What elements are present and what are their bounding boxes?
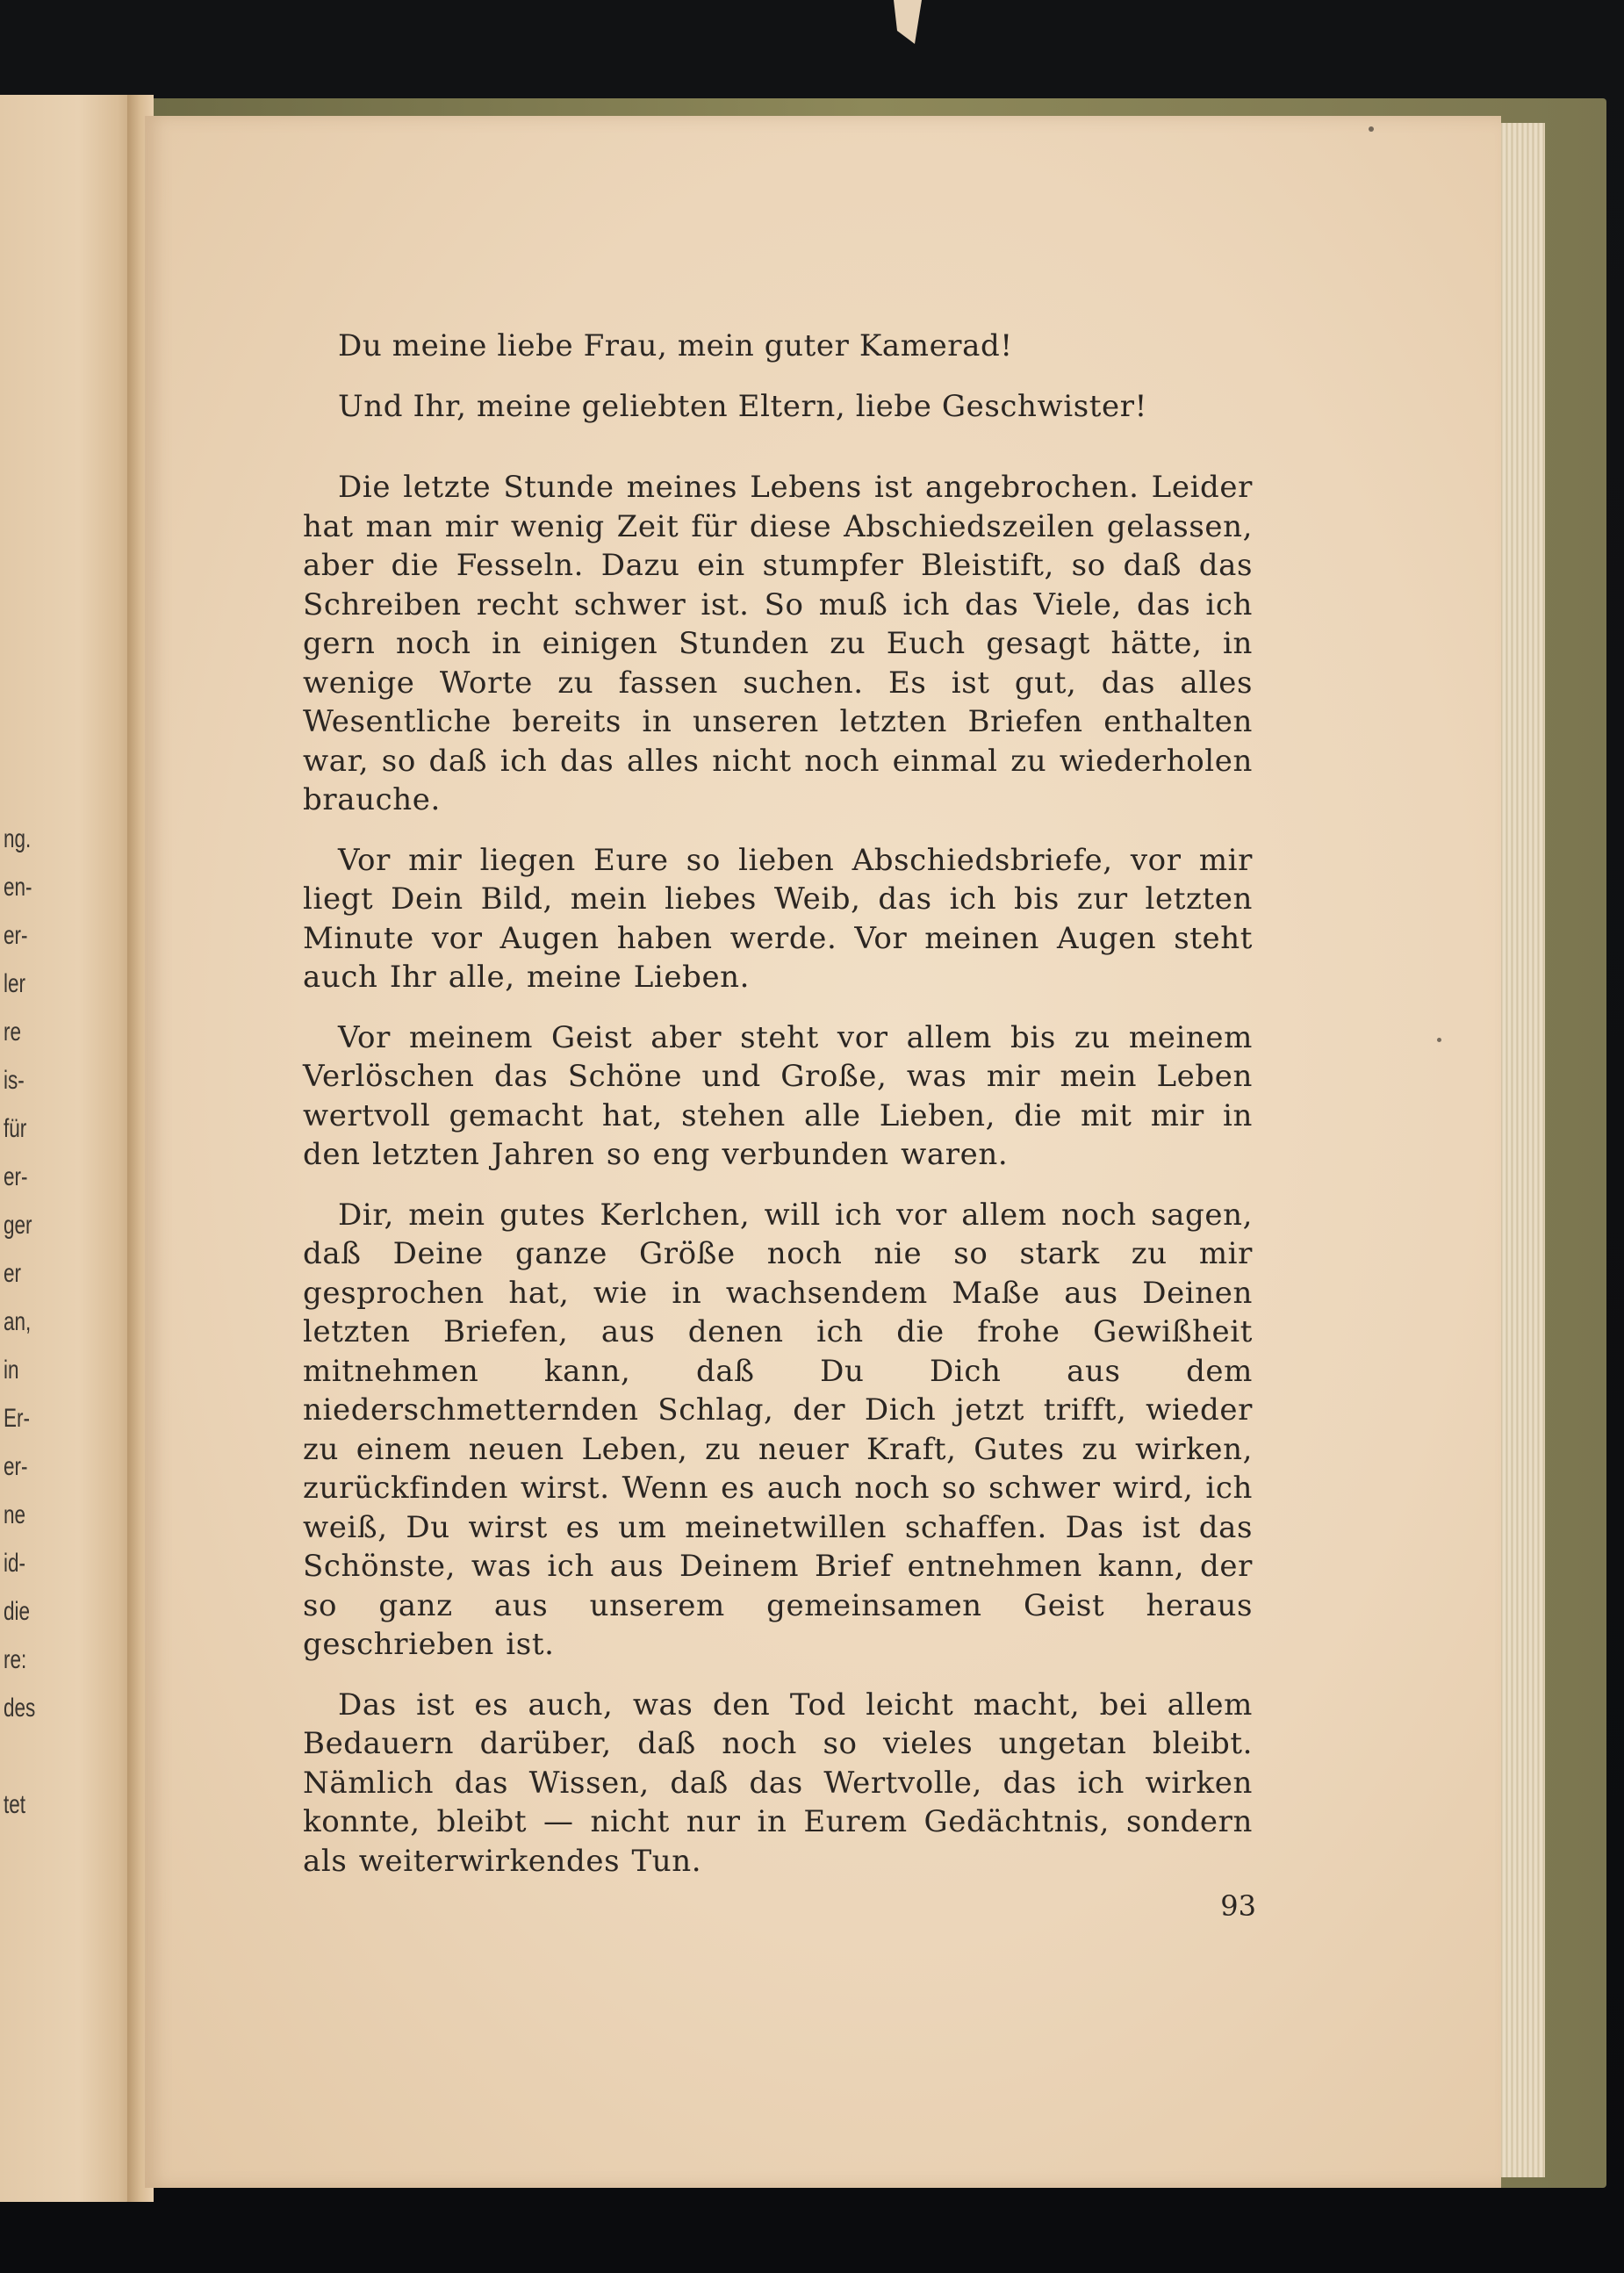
left-fragment: Er- bbox=[4, 1404, 30, 1433]
left-fragment: en- bbox=[4, 873, 32, 902]
left-page-text-fragments bbox=[4, 815, 56, 1829]
left-fragment: id- bbox=[4, 1549, 26, 1578]
left-fragment: er- bbox=[4, 1162, 28, 1191]
left-fragment: tet bbox=[4, 1790, 26, 1819]
left-fragment: ger bbox=[4, 1211, 32, 1240]
left-fragment: die bbox=[4, 1597, 31, 1626]
left-fragment: ler bbox=[4, 969, 26, 998]
left-fragment: an, bbox=[4, 1307, 32, 1336]
left-fragment: ng. bbox=[4, 824, 32, 853]
salutation-wife: Du meine liebe Frau, mein guter Kamerad! bbox=[338, 328, 1013, 363]
left-fragment: für bbox=[4, 1114, 27, 1143]
paragraph-death-easy: Das ist es auch, was den Tod leicht macht, bei allem Bedauern darüber, daß noch so vieles ungetan bleibt. Nämlich das Wissen, daß das Wertvolle, das ich wirken konnte, bleibt — nicht nur in Eurem Gedächtnis, sondern als weiterwirkendes Tun. bbox=[303, 1687, 1253, 1879]
torn-paper-scrap bbox=[887, 0, 922, 44]
left-fragment: re bbox=[4, 1018, 22, 1047]
letter-text bbox=[303, 327, 1253, 1881]
ink-speck bbox=[1369, 126, 1374, 132]
salutation-family: Und Ihr, meine geliebten Eltern, liebe Geschwister! bbox=[338, 388, 1147, 424]
left-fragment: re: bbox=[4, 1645, 27, 1674]
ink-speck bbox=[1437, 1038, 1441, 1042]
left-fragment: er- bbox=[4, 921, 28, 950]
left-fragment: er bbox=[4, 1259, 22, 1288]
left-fragment: des bbox=[4, 1694, 36, 1723]
left-fragment: ne bbox=[4, 1500, 26, 1529]
paragraph-kerlchen: Dir, mein gutes Kerlchen, will ich vor allem noch sagen, daß Deine ganze Größe noch nie so stark zu mir gesprochen hat, wie in wachsendem Maße aus Deinen letzten Briefen, aus denen ich die frohe Gewißheit mitnehmen kann, daß Du Dich aus dem niederschmetternden Schlag, der Dich jetzt trifft, wieder zu einem neuen Leben, zu neuer Kraft, Gutes zu wirken, zurückfinden wirst. Wenn es auch noch so schwer wird, ich weiß, Du wirst es um meinetwillen schaffen. Das ist das Schönste, was ich aus Deinem Brief entnehmen kann, der so ganz aus unserem gemeinsamen Geist heraus geschrieben ist. bbox=[303, 1197, 1253, 1662]
page-number: 93 bbox=[1220, 1889, 1256, 1923]
left-fragment: er- bbox=[4, 1452, 28, 1481]
paragraph-spirit: Vor meinem Geist aber steht vor allem bis zu meinem Verlöschen das Schöne und Große, was mir mein Leben wertvoll gemacht hat, stehen alle Lieben, die mit mir in den letzten Jahren so eng verbunden waren. bbox=[303, 1019, 1253, 1172]
left-facing-page bbox=[0, 95, 132, 2202]
left-fragment: in bbox=[4, 1356, 19, 1385]
left-fragment: is- bbox=[4, 1066, 25, 1095]
paragraph-farewell-letters: Vor mir liegen Eure so lieben Abschiedsbriefe, vor mir liegt Dein Bild, mein liebes Weib, das ich bis zur letzten Minute vor Augen haben werde. Vor meinen Augen steht auch Ihr alle, meine Lieben. bbox=[303, 842, 1253, 995]
book-page bbox=[145, 116, 1501, 2188]
paragraph-last-hour: Die letzte Stunde meines Lebens ist angebrochen. Leider hat man mir wenig Zeit für diese Abschiedszeilen gelassen, aber die Fesseln. Dazu ein stumpfer Bleistift, so daß das Schreiben recht schwer ist. So muß ich das Viele, das ich gern noch in einigen Stunden zu Euch gesagt hätte, in wenige Worte zu fassen suchen. Es ist gut, das alles Wesentliche bereits in unseren letzten Briefen enthalten war, so daß ich das alles nicht noch einmal zu wiederholen brauche. bbox=[303, 470, 1253, 817]
